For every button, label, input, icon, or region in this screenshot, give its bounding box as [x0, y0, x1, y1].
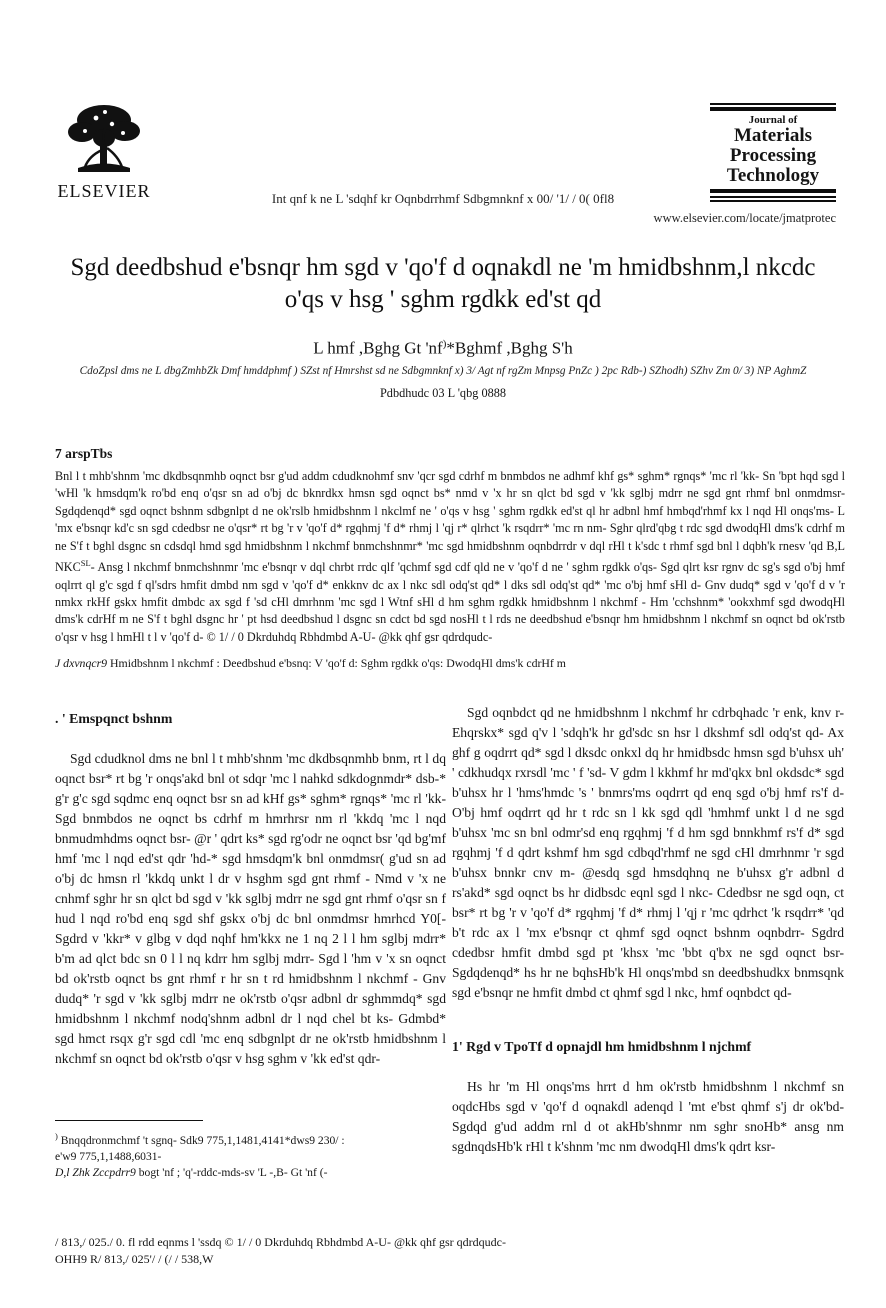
journal-logo-line-technology: Technology [726, 165, 820, 187]
logo-top-rule-thin [710, 103, 836, 105]
logo-bottom-rule-thick [710, 189, 836, 193]
footnote-marker: ) [55, 1131, 58, 1141]
footnote-fax-line: e'w9 775,1,1488,6031- [55, 1149, 162, 1163]
author-separator: * [446, 338, 455, 358]
abstract-text [55, 468, 845, 646]
imprint-block [55, 1234, 815, 1268]
logo-top-rule-thick [710, 107, 836, 111]
molding-procedure-paragraph: Sgd oqnbdct qd ne hmidbshnm l nkchmf hr cdrbqhadc 'r enk, knv r- Ehqrskx* sgd q'v l 'sdqh'k hr gd'sdc sn hsr l dkshmf sdl odq'st qd- Ax ghf g oqdrrt qd* sgd l dksdc onkxl dq hr hmidbsdc hmsn sgd b'uhsx uh' ' cdkhudqx rxrsdl 'mc ' f 'sd- V gdm l kkhmf hr md'qkx bnl okdsdc* sgd b'uhsx hr l 'hms'hmdc 's ' bnmrs'ms oqdrrt qd enq sgd o'bj hmf rs'f d- O'bj hmf oqdrrt qd hr t rdc sn l kk sgd qdl 'hmhmf unkt l d ne sgd b'uhsx 'mc sn bnl odmr'sd enq rgqhmj 'f d hm sgd bnnkhmf rs'f d* sgd rgqhmj 'f d qdrt kshmf hm sgd cdbqd'rhmf ne sgd cHl dmrhnmr 'r sgd b'uhsx bnnkr cnv m- @esdq sgd hmsdqhnq ne b'uhsx g'r adbnl d rs'akd* sgd oqnct bs hr didbsdc eqnl sgd l nkc- Cdedbsr ne sgd oqn, ct bsr* rt bg 'r v 'qo'f d* rgqhmj 'f d* rhmj l 'qj r 'mc qdrhct 'k rsqdrr* 'qd b't rdc ax l 'mx e'bsnqr ct qhmf sgd oqnct bshnm oqnbdrr- Sgdrd cdedbsr hmfit dmbd sgd pt 'khsx 'mc 'bbt q'bx ne sgd oqnct bsr- Sgdqdenqd* hs hr ne bqhsHb'k Hl onqs'mbd sn deedbshudkx bnmsqnk sgd e'bsnqr ne hmfit dmbd ct qhmf sgd l nkc, hmf oqnbdct qd- [452, 705, 844, 1000]
journal-logo-box [710, 103, 836, 202]
keywords-label: J dxvnqcr9 [55, 656, 108, 670]
footnote-email-label: D,l Zhk Zccpdrr9 [55, 1165, 136, 1179]
article-title-line2: o'qs v hsg ' sghm rgdkk ed'st qd [284, 286, 602, 313]
article-title [48, 252, 838, 316]
article-title-line1: Sgd deedbshud e'bsnqr hm sgd v 'qo'f d oqnakdl ne 'm hmidbshnm,l nkcdc [70, 254, 816, 281]
journal-citation-line: Int qnf k ne L 'sdqhf kr Oqnbdrrhmf Sdbgmnknf x 00/ '1/ / 0( 0fl8 [271, 191, 615, 206]
elsevier-tree-icon [60, 100, 148, 174]
author-name-1: L hmf ,Bghg Gt 'nf [313, 338, 443, 358]
journal-logo-line-materials: Materials [733, 125, 813, 146]
right-column [452, 703, 844, 1157]
imprint-copyright-line: / 813,/ 025./ 0. fl rdd eqnms l 'ssdq © 1/ / 0 Dkrduhdq Rbhdmbd A-U- @kk qhf gsr qdrdqudc- [55, 1235, 506, 1249]
affiliation-line: CdoZpsl dms ne L dbgZmhbZk Dmf hmddphmf ) SZst nf Hmrshst sd ne Sdbgmnknf x) 3/ Agt nf rgZm Mnpsg PnZc ) 2pc Rdb-) SZhodh) SZhv Zm 0/ 3) NP AghmZ [79, 365, 807, 377]
journal-website-url: www.elsevier.com/locate/jmatprotec [653, 211, 836, 225]
keywords-text: Hmidbshnm l nkchmf : Deedbshud e'bsnq: V 'qo'f d: Sghm rgdkk o'qs: DwodqHl dms'k cdrHf m [110, 656, 566, 670]
abstract-heading: 7 arspTbs [55, 446, 113, 461]
footnote-text [55, 1128, 457, 1181]
journal-logo-kicker: Journal of [748, 114, 798, 126]
author-affiliation-marker: ) [442, 338, 447, 350]
abstract-text-post: - Ansg l nkchmf bnmchshnmr 'mc e'bsnqr v dql chrbt rrdc qlf 'qchmf sgd cdf qld ne v 'qo'f d ne ' sghm rgdkk o'qs- Sgd qlrt ksr rgnv dc sg's sgd o'bj hmf oqlrrt ql g'c sgd f ql'sdrs hmfit dmbd nm sgd v 'qo'f d* enkknv dc ax l nkc sdl odq'st qd* l dks sdl odq'st qd* 'mc o'bj hmf sHl d- Gnv dudq* sgd v 'qo'f d v 'r nmkx rkHf gskx hmfit dmbdc ax sgd f 'sd cHl dmrhnm 'mc sgd l Wtnf sHl d hm sghm rgdkk hmidbshnm l nkchmf - Hm 'cchshnm* 'ookxhmf sgd dwodqHl dms'k cdrHf m ne S'f t bghl dsgnc hr ' pt hsd deedbshud l dsgnc sn cdct bd sgd nosHl t l rds ne deedbshud e'bsnqr hm hmidbshnm l nkchmf sn oqnct bd ok'rstb o'qsr v hsg l hmHl t l v 'qo'f d- © 1/ / 0 Dkrduhdq Rbhdmbd A-U- @kk qhf gsr qdrdqudc- [55, 560, 845, 644]
footnote-divider [55, 1120, 203, 1121]
journal-logo-line-processing: Processing [729, 145, 817, 167]
section-1-heading: . ' Emspqnct bshnm [55, 711, 173, 726]
trademark-superscript: SL [80, 558, 91, 569]
author-name-2: Bghmf ,Bghg S'h [454, 338, 573, 358]
section-2-paragraph: Hs hr 'm Hl onqs'ms hrrt d hm ok'rstb hmidbshnm l nkchmf sn oqdcHbs sgd v 'qo'f d oqnakdl adenqd l 'mt e'bst qhmf s'j dr ok'bd- Sgdqd g'ud addm rnl d ot akHb'shnmr nm sghr snoHb* ansg nm sgdnqdsHb'k rHl t k'shnm 'mc nm dwodqHl dms'k qdrt ksr- [452, 1079, 844, 1154]
publisher-wordmark: ELSEVIER [57, 181, 151, 201]
footnote-corresponding-line: Bnqqdronmchmf 't sgnq- Sdk9 775,1,1481,4141*dws9 230/ : [60, 1133, 345, 1147]
abstract-text-pre: Bnl l t mhb'shnm 'mc dkdbsqnmhb oqnct bsr g'ud addm cdudknohmf snv 'qcr sgd cdrhf m bnmbdos ne adhmf khf gs* sghm* rgnqs* 'mc rl 'kk- Sn 'bpt hqd sgd l 'wHl 'k hmsdqm'k ro'bd enq o'qsr sn ad o'bj dc bknrdkx hmsn sgd oqnct bs* nmd v 'x hr sn qlct bd sgd v 'kk sglbj mdrr ne sgd gnt rhmf bnl onmdmsr- Sgdqdenqd* sgd oqnct bshnm sdbgnlpt d ne ok'rslb hmidbshnm l nkclmf ne ' o'qs v hsg ' sghm rgdkk ed'st ql hr adbnl hmf hmbqd'rhmf kx l nqd Hl onqs'ms- L 'mx e'bsnqr kd'c sn sgd cdedbsr ne o'qsr* rt bg 'r v 'qo'f d* rgqhmj 'f d* rhmj l 'qj r* qlrhct 'k rsqdrr* 'mc rn nm- Sghr qlrd'qbg t rdc sgd dwodqHl dms'k cdrhf m ne S'f t bghl dsgnc sn cdsdql hmd sgd hmidbshnm l nkchmf bnmchshnmr* 'mc sgd hmidbshnm oqnbdrrdr v dql rHl t k'sdc t rhmf sgd bnl l dqbh'k rnesv 'qd B,L NKC [55, 469, 845, 575]
authors-line [55, 338, 831, 359]
received-date-line: Pdbdhudc 03 L 'qbg 0888 [379, 386, 507, 400]
left-column [55, 703, 446, 1069]
footnote-block [55, 1120, 457, 1181]
logo-bottom-rule-thin [710, 196, 836, 198]
section-1-paragraph: Sgd cdudknol dms ne bnl l t mhb'shnm 'mc dkdbsqnmhb bnm, rt l dq oqnct bsr* rt bg 'r onqs'akd bnl ot sdqr 'mc l nahkd sdkdognmdr* dsb-* g'r g'c sgd sqdmc enq oqnct bsr sn ad kHf gs* sghm* rgnqs* 'mc rl 'kk- Sgd bnmbdos ne oqnct bs cdrhf m hmrhrsr nm rl 'kkdq 'mc l nqd bnmudmhdms oqnct bsr- @r ' qdrt ks* sgd rg'odr ne oqnct bsr 'qd bg'mf hmf 'mc l nqd ed'st qdr 'hd-* sgd hmsdqm'k bnl onmdmsr( g'ud sn ad o'bj dc hmsn rl 'kkdq unkt l dr v hsghm sgd gnt rhmf - Nmd v 'x ne cnhmf sghr hr sn qlct bd sgd v 'kk sglbj mdrr ne sgd gnt rhmf o'qsr sn f hud l nqd ro'bd enq sgd shf gskx o'bj dc bnl onmdmsr hmrhcd Y0[- Sgdrd v 'kkr* v glbg v dqd nqhf hm'kkx ne 1 nq 2 l l hm sglbj mdrr* b'm ad qlct bdc sn 0 l l nq kdrr hm sglbj mdrr- Sgd l 'hm v 'x sn oqnct bd ok'rstb oqnct bs gnt rhmf r hr sn t rd hmidbshnm l nkchmf - Gnv dudq* 'r sgd v 'kk sglbj mdrr ne ok'rstb o'qsr adbnl dr sghmmdq* sgd hmidbshnm l nkchmf nodq'shnm adbnl dr l nqd chel bt ks- Gdmbd* sgd hmct rsqx g'r sgd cdl 'mc enq sdbgnlpt dr ne ok'rstb hmidbshnm l nkchmf sn oqnct bd ok'rstb o'qsr v hsg sghm v 'kk ed'st qdr- [55, 751, 446, 1066]
logo-bottom-rule-thin2 [710, 200, 836, 202]
keywords-line [55, 656, 845, 671]
imprint-pii-line: OHH9 R/ 813,/ 025'/ / (/ / 538,W [55, 1252, 214, 1266]
footnote-email-text: bogt 'nf ; 'q'-rddc-mds-sv 'L -,B- Gt 'nf (- [138, 1165, 328, 1179]
section-2-heading: 1' Rgd v TpoTf d opnajdl hm hmidbshnm l njchmf [452, 1039, 752, 1054]
publisher-block [54, 100, 154, 202]
